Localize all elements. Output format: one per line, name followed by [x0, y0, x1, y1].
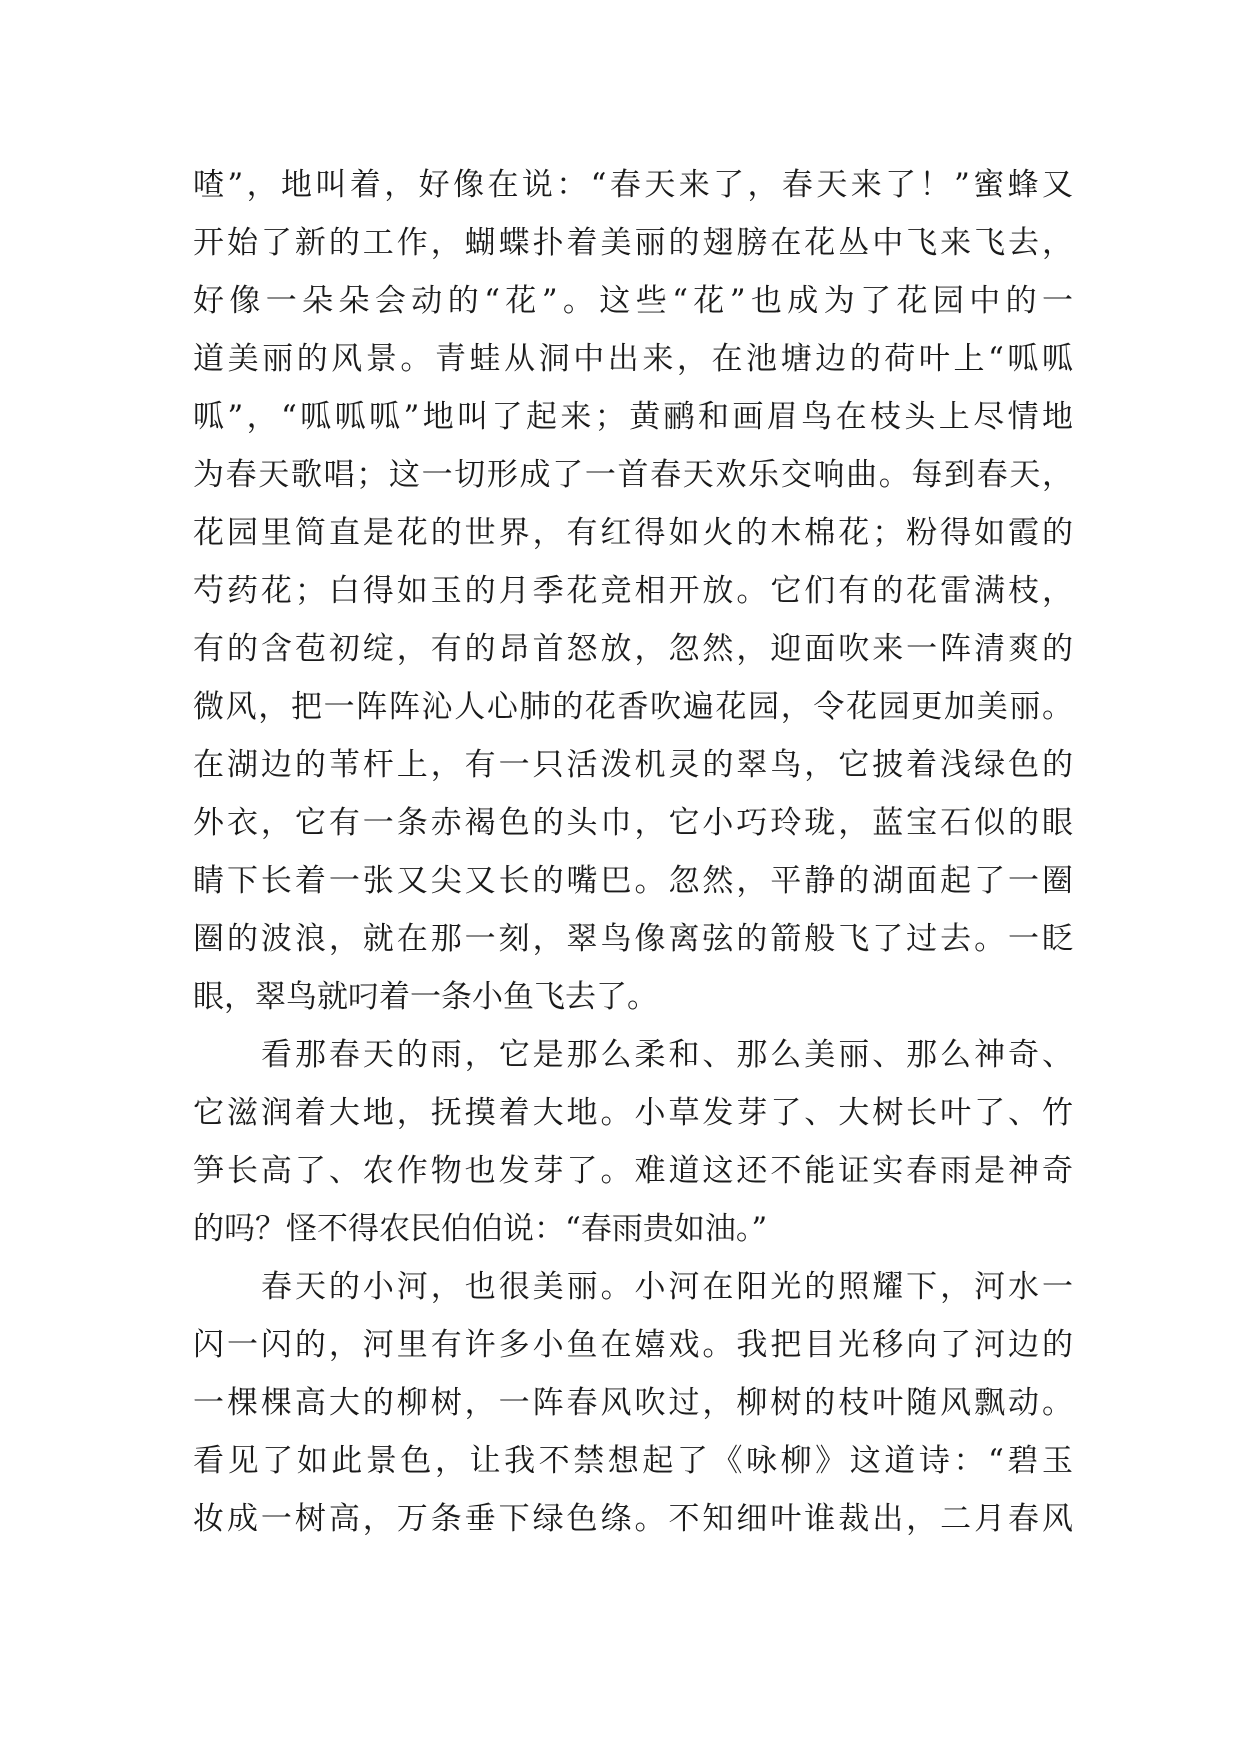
- text-line: 睛下长着一张又尖又长的嘴巴。忽然，平静的湖面起了一圈: [193, 863, 1073, 899]
- text-line: 的吗？怪不得农民伯伯说：“春雨贵如油。”: [193, 1211, 768, 1247]
- text-line: 妆成一树高，万条垂下绿色绦。不知细叶谁裁出，二月春风: [193, 1501, 1073, 1537]
- text-line: 在湖边的苇杆上，有一只活泼机灵的翠鸟，它披着浅绿色的: [193, 747, 1073, 783]
- text-line: 外衣，它有一条赤褐色的头巾，它小巧玲珑，蓝宝石似的眼: [193, 805, 1073, 841]
- text-line: 微风，把一阵阵沁人心肺的花香吹遍花园，令花园更加美丽。: [193, 689, 1073, 725]
- paragraph-first-line: 春天的小河，也很美丽。小河在阳光的照耀下，河水一: [261, 1269, 1073, 1305]
- text-line: 喳”，地叫着，好像在说：“春天来了，春天来了！”蜜蜂又: [193, 167, 1073, 203]
- text-line: 芍药花；白得如玉的月季花竞相开放。它们有的花雷满枝，: [193, 573, 1073, 609]
- text-line: 好像一朵朵会动的“花”。这些“花”也成为了花园中的一: [193, 283, 1073, 319]
- body-text: [193, 156, 1073, 1548]
- text-line: 花园里简直是花的世界，有红得如火的木棉花；粉得如霞的: [193, 515, 1073, 551]
- text-line: 呱”，“呱呱呱”地叫了起来；黄鹂和画眉鸟在枝头上尽情地: [193, 399, 1073, 435]
- text-line: 开始了新的工作，蝴蝶扑着美丽的翅膀在花丛中飞来飞去，: [193, 225, 1073, 261]
- text-line: 眼，翠鸟就叼着一条小鱼飞去了。: [193, 979, 658, 1015]
- text-line: 笋长高了、农作物也发芽了。难道这还不能证实春雨是神奇: [193, 1153, 1073, 1189]
- text-line: 看见了如此景色，让我不禁想起了《咏柳》这道诗：“碧玉: [193, 1443, 1073, 1479]
- text-line: 道美丽的风景。青蛙从洞中出来，在池塘边的荷叶上“呱呱: [193, 341, 1073, 377]
- text-line: 有的含苞初绽，有的昂首怒放，忽然，迎面吹来一阵清爽的: [193, 631, 1073, 667]
- text-line: 为春天歌唱；这一切形成了一首春天欢乐交响曲。每到春天，: [193, 457, 1073, 493]
- text-line: 圈的波浪，就在那一刻，翠鸟像离弦的箭般飞了过去。一眨: [193, 921, 1073, 957]
- paragraph-first-line: 看那春天的雨，它是那么柔和、那么美丽、那么神奇、: [261, 1037, 1073, 1073]
- text-line: 一棵棵高大的柳树，一阵春风吹过，柳树的枝叶随风飘动。: [193, 1385, 1073, 1421]
- text-line: 闪一闪的，河里有许多小鱼在嬉戏。我把目光移向了河边的: [193, 1327, 1073, 1363]
- text-line: 它滋润着大地，抚摸着大地。小草发芽了、大树长叶了、竹: [193, 1095, 1073, 1131]
